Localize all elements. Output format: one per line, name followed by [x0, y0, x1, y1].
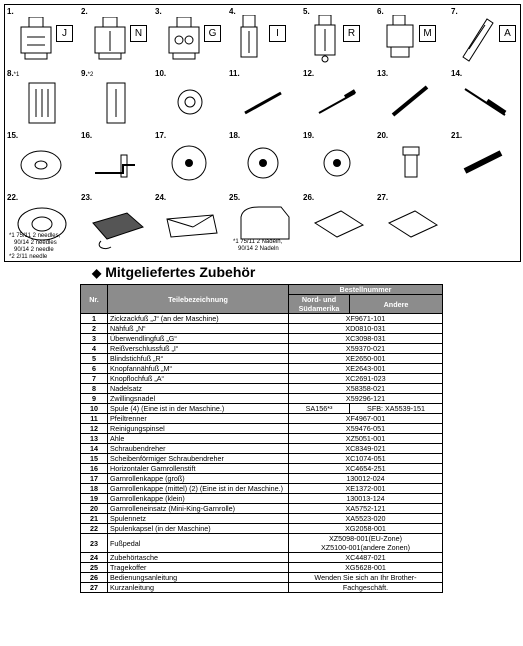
order-number: XC8349-021 [289, 444, 443, 454]
row-number: 22 [81, 524, 108, 534]
part-name: Kurzanleitung [108, 583, 289, 593]
item-cell-22 [5, 191, 79, 260]
item-cell-12 [301, 67, 375, 129]
part-name: Tragekoffer [108, 563, 289, 573]
row-number: 5 [81, 354, 108, 364]
diamond-bullet-icon: ◆ [92, 266, 102, 280]
item-cell-26 [301, 191, 375, 257]
row-number: 10 [81, 404, 108, 414]
item-cell-9 [79, 67, 153, 129]
manual-icon [311, 207, 367, 241]
part-name: Überwendlingfuß „G“ [108, 334, 289, 344]
order-number: XC2691-023 [289, 374, 443, 384]
item-number: 25. [229, 193, 241, 202]
seam-ripper-icon [241, 87, 285, 117]
order-number: Wenden Sie sich an Ihr Brother- [289, 573, 443, 583]
row-number: 4 [81, 344, 108, 354]
order-number: XF9671-101 [289, 314, 443, 324]
item-cell-14 [449, 67, 520, 129]
table-row [81, 494, 443, 504]
item-number: 17. [155, 131, 167, 140]
item-number: 18. [229, 131, 241, 140]
part-name: Spule (4) (Eine ist in der Maschine.) [108, 404, 289, 414]
item-number: 5. [303, 7, 310, 16]
spool-insert-icon [399, 143, 423, 183]
part-name: Ahle [108, 434, 289, 444]
table-row [81, 314, 443, 324]
part-name: Spulennetz [108, 514, 289, 524]
section-heading: ◆ Mitgeliefertes Zubehör [92, 264, 256, 280]
foot-letter: A [499, 25, 516, 42]
foot-letter: N [130, 25, 147, 42]
row-number: 2 [81, 324, 108, 334]
order-number: XD0810-031 [289, 324, 443, 334]
accessory-table [80, 284, 443, 593]
accessory-illustration-grid [4, 4, 521, 262]
row-number: 26 [81, 573, 108, 583]
grid-row-4 [5, 191, 520, 260]
table-row [81, 364, 443, 374]
item-number: 24. [155, 193, 167, 202]
table-row [81, 534, 443, 553]
spool-cap-small-icon [321, 147, 353, 179]
item-number: 14. [451, 69, 463, 78]
order-number: X59476-051 [289, 424, 443, 434]
part-name: Bedienungsanleitung [108, 573, 289, 583]
part-name: Nähfuß „N“ [108, 324, 289, 334]
item-cell-11 [227, 67, 301, 129]
item-cell-20 [375, 129, 449, 191]
part-name: Reißverschlussfuß „I“ [108, 344, 289, 354]
item-number: 21. [451, 131, 463, 140]
foot-letter: J [56, 25, 73, 42]
item-number: 11. [229, 69, 240, 78]
row-number: 9 [81, 394, 108, 404]
item-number: 7. [451, 7, 458, 16]
spool-cap-large-icon [169, 143, 209, 183]
table-row [81, 484, 443, 494]
table-row [81, 354, 443, 364]
table-row [81, 324, 443, 334]
order-number: XE1372-001 [289, 484, 443, 494]
table-row [81, 464, 443, 474]
part-name: Garnrollenkappe (groß) [108, 474, 289, 484]
part-name: Knopflochfuß „A“ [108, 374, 289, 384]
part-name: Spulenkapsel (in der Maschine) [108, 524, 289, 534]
order-number: XC4654-251 [289, 464, 443, 474]
item-number: 3. [155, 7, 162, 16]
part-name: Scheibenförmiger Schraubendreher [108, 454, 289, 464]
item-cell-27 [375, 191, 449, 257]
bobbin-icon [175, 87, 205, 117]
footnote-right: *1 75/11 2 Nadeln, 90/14 2 Nadeln [233, 239, 283, 252]
item-number: 8.*1 [7, 69, 20, 78]
spool-net-icon [461, 149, 505, 175]
order-number: XC1074-051 [289, 454, 443, 464]
header-other: Andere [350, 295, 443, 314]
screwdriver-icon [459, 81, 509, 121]
item-number: 9.*2 [81, 69, 94, 78]
part-name: Fußpedal [108, 534, 289, 553]
item-number: 6. [377, 7, 384, 16]
header-north-south-america: Nord- und Südamerika [289, 295, 350, 314]
row-number: 11 [81, 414, 108, 424]
item-number: 22. [7, 193, 19, 202]
order-number: 130012-024 [289, 474, 443, 484]
grid-row-3 [5, 129, 520, 191]
table-row [81, 344, 443, 354]
row-number: 6 [81, 364, 108, 374]
item-number: 23. [81, 193, 93, 202]
part-name: Blindstichfuß „R“ [108, 354, 289, 364]
table-row [81, 553, 443, 563]
grid-row-2 [5, 67, 520, 129]
item-cell-6 [375, 5, 449, 67]
item-number: 16. [81, 131, 93, 140]
order-number: X59296-121 [289, 394, 443, 404]
spool-pin-icon [91, 147, 141, 183]
order-number: Fachgeschäft. [289, 583, 443, 593]
item-number: 26. [303, 193, 315, 202]
presser-foot-n-icon [93, 17, 127, 61]
order-number: XE2650-001 [289, 354, 443, 364]
item-number: 20. [377, 131, 389, 140]
zipper-foot-i-icon [237, 15, 263, 63]
table-row [81, 524, 443, 534]
order-number: XC3098-031 [289, 334, 443, 344]
header-name: Teilebezeichnung [108, 285, 289, 314]
foot-letter: R [343, 25, 360, 42]
cleaning-brush-icon [315, 87, 359, 117]
foot-pedal-icon [87, 203, 147, 253]
item-cell-7 [449, 5, 520, 67]
item-cell-4 [227, 5, 301, 67]
order-number-line: XZ5100-001(andere Zonen) [320, 543, 411, 552]
item-cell-16 [79, 129, 153, 191]
part-name: Nadelsatz [108, 384, 289, 394]
item-cell-8 [5, 67, 79, 129]
table-row [81, 504, 443, 514]
item-cell-23 [79, 191, 153, 257]
foot-letter: G [204, 25, 221, 42]
table-row [81, 434, 443, 444]
order-number: X58358-021 [289, 384, 443, 394]
part-name: Garnrolleneinsatz (Mini-King-Garnrolle) [108, 504, 289, 514]
footnote-left: *1 75/11 2 needles, 90/14 2 needles 90/14 2 needle *2 2/11 needle [9, 233, 61, 260]
order-number: XA5523-020 [289, 514, 443, 524]
row-number: 12 [81, 424, 108, 434]
table-row [81, 424, 443, 434]
item-cell-empty [449, 191, 520, 257]
part-name: Garnrollenkappe (mittel) (2) (Eine ist in der Maschine.) [108, 484, 289, 494]
item-cell-21 [449, 129, 520, 191]
part-name: Pfeiltrenner [108, 414, 289, 424]
row-number: 24 [81, 553, 108, 563]
part-name: Knopfannähfuß „M“ [108, 364, 289, 374]
table-row [81, 404, 443, 414]
table-row [81, 394, 443, 404]
order-number [289, 534, 443, 553]
foot-letter: M [419, 25, 436, 42]
part-name: Garnrollenkappe (klein) [108, 494, 289, 504]
row-number: 16 [81, 464, 108, 474]
accessory-bag-icon [163, 209, 219, 239]
item-number: 2. [81, 7, 88, 16]
row-number: 23 [81, 534, 108, 553]
spool-cap-medium-icon [245, 145, 281, 181]
order-number: XG2058-001 [289, 524, 443, 534]
item-cell-10 [153, 67, 227, 129]
item-cell-15 [5, 129, 79, 191]
item-cell-2 [79, 5, 153, 67]
item-number: 19. [303, 131, 315, 140]
item-number: 13. [377, 69, 389, 78]
presser-foot-g-icon [167, 17, 201, 61]
row-number: 25 [81, 563, 108, 573]
row-number: 8 [81, 384, 108, 394]
row-number: 7 [81, 374, 108, 384]
table-row [81, 454, 443, 464]
item-cell-13 [375, 67, 449, 129]
disc-screwdriver-icon [17, 145, 65, 185]
part-name: Schraubendreher [108, 444, 289, 454]
part-name: Reinigungspinsel [108, 424, 289, 434]
table-row [81, 573, 443, 583]
twin-needle-icon [105, 81, 127, 125]
row-number: 20 [81, 504, 108, 514]
order-number: 130013-124 [289, 494, 443, 504]
quick-guide-icon [385, 207, 441, 241]
item-cell-5 [301, 5, 375, 67]
table-row [81, 474, 443, 484]
order-number: XE2643-001 [289, 364, 443, 374]
item-cell-18 [227, 129, 301, 191]
order-number: XF4967-001 [289, 414, 443, 424]
carrying-case-icon [237, 203, 293, 243]
part-name: Horizontaler Garnrollenstift [108, 464, 289, 474]
table-row [81, 374, 443, 384]
part-name: Zickzackfuß „J“ (an der Maschine) [108, 314, 289, 324]
table-row [81, 444, 443, 454]
part-name: Zubehörtasche [108, 553, 289, 563]
order-number-north-south-america: SA156*³ [289, 404, 350, 414]
row-number: 14 [81, 444, 108, 454]
table-row [81, 414, 443, 424]
foot-letter: I [269, 25, 286, 42]
row-number: 13 [81, 434, 108, 444]
header-order-number: Bestellnummer [289, 285, 443, 295]
row-number: 15 [81, 454, 108, 464]
item-cell-19 [301, 129, 375, 191]
row-number: 3 [81, 334, 108, 344]
table-row [81, 334, 443, 344]
order-number: XA5752-121 [289, 504, 443, 514]
eyelet-punch-icon [389, 83, 433, 119]
row-number: 19 [81, 494, 108, 504]
item-cell-25 [227, 191, 301, 257]
button-foot-m-icon [385, 15, 415, 63]
row-number: 17 [81, 474, 108, 484]
row-number: 27 [81, 583, 108, 593]
needle-set-icon [27, 81, 57, 125]
presser-foot-j-icon [19, 17, 53, 61]
order-number-line: XZ5098-001(EU-Zone) [328, 534, 403, 543]
item-number: 1. [7, 7, 14, 16]
table-row [81, 563, 443, 573]
item-number: 10. [155, 69, 167, 78]
item-cell-17 [153, 129, 227, 191]
item-cell-3 [153, 5, 227, 67]
buttonhole-foot-a-icon [457, 13, 497, 63]
item-cell-24 [153, 191, 227, 257]
table-row [81, 384, 443, 394]
row-number: 18 [81, 484, 108, 494]
header-nr: Nr. [81, 285, 108, 314]
order-number: X59370-021 [289, 344, 443, 354]
order-number-other: SFB: XA5539-151 [350, 404, 443, 414]
order-number: XZ5051-001 [289, 434, 443, 444]
table-row [81, 514, 443, 524]
order-number: XG5628-001 [289, 563, 443, 573]
item-number: 12. [303, 69, 315, 78]
item-cell-1 [5, 5, 79, 67]
grid-row-1 [5, 5, 520, 67]
item-number: 15. [7, 131, 19, 140]
item-number: 27. [377, 193, 389, 202]
order-number: XC4487-021 [289, 553, 443, 563]
part-name: Zwillingsnadel [108, 394, 289, 404]
blind-stitch-foot-r-icon [311, 15, 341, 63]
item-number: 4. [229, 7, 236, 16]
row-number: 1 [81, 314, 108, 324]
table-row [81, 583, 443, 593]
row-number: 21 [81, 514, 108, 524]
